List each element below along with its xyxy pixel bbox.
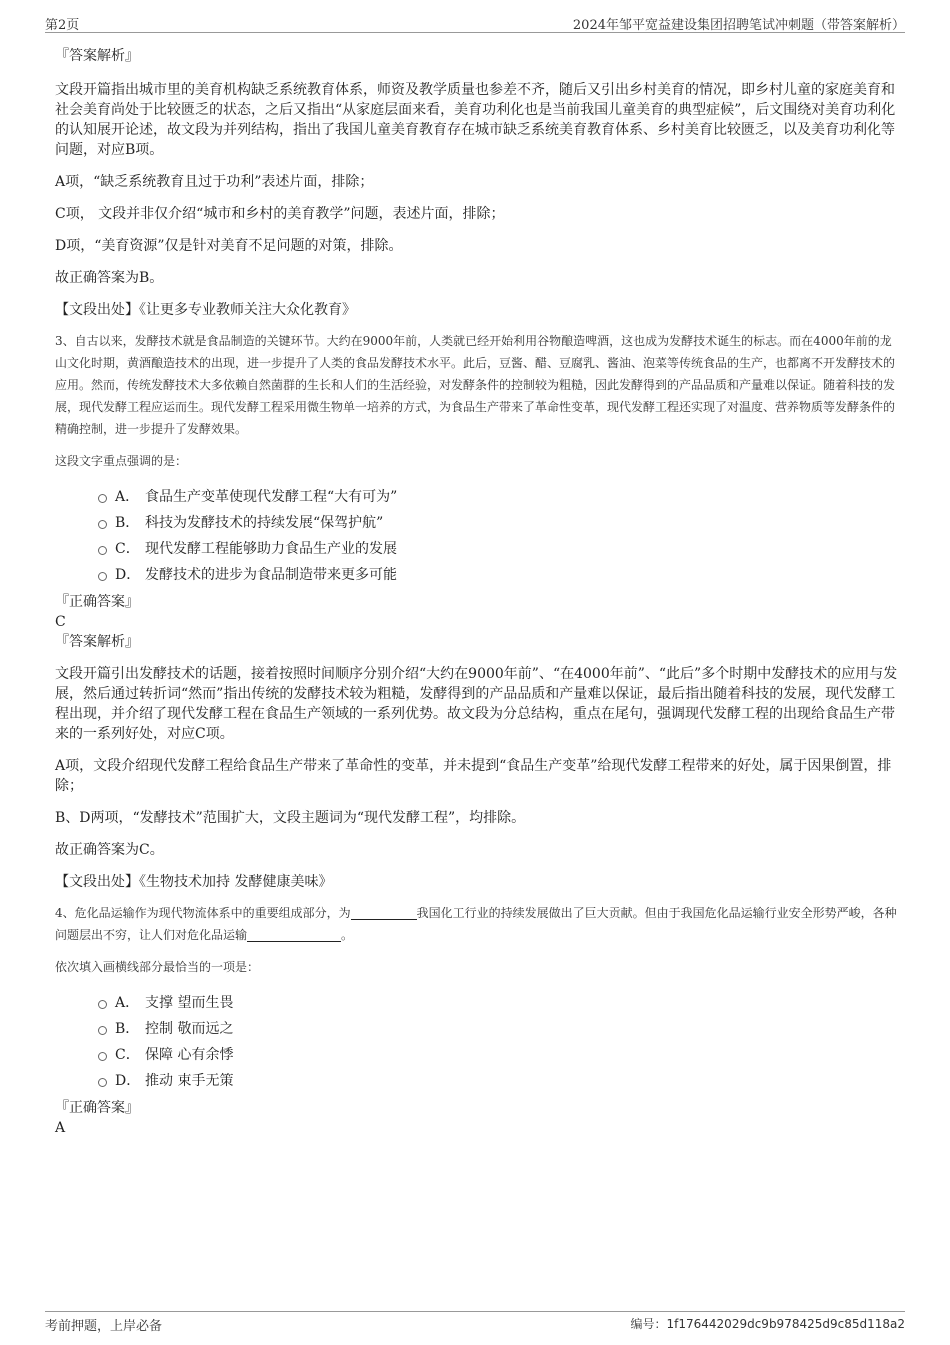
option-a[interactable] bbox=[55, 990, 900, 1016]
answer-analysis-label: 『答案解析』 bbox=[55, 634, 139, 650]
question-4-options bbox=[55, 990, 900, 1094]
radio-icon[interactable] bbox=[98, 572, 107, 581]
page-header bbox=[45, 12, 905, 33]
fill-blank-2 bbox=[247, 927, 341, 942]
radio-icon[interactable] bbox=[98, 520, 107, 529]
option-letter: A． bbox=[115, 995, 140, 1011]
question-4-prompt: 依次填入画横线部分最恰当的一项是： bbox=[55, 960, 260, 974]
option-letter: B． bbox=[115, 1021, 140, 1037]
radio-icon[interactable] bbox=[98, 494, 107, 503]
question-4-stem bbox=[55, 902, 900, 946]
option-letter: B． bbox=[115, 515, 140, 531]
option-text: 现代发酵工程能够助力食品生产业的发展 bbox=[145, 541, 397, 557]
option-d[interactable] bbox=[55, 562, 900, 588]
correct-answer: A bbox=[55, 1120, 66, 1136]
option-c[interactable] bbox=[55, 536, 900, 562]
stem-text: 4、危化品运输作为现代物流体系中的重要组成部分，为 bbox=[55, 906, 351, 920]
answer-analysis-text: 文段开篇引出发酵技术的话题，接着按照时间顺序分别介绍“大约在9000年前”、“在4000年前”、“此后”多个时期中发酵技术的应用与发展，然后通过转折词“然而”指出传统的发酵技术较为粗糙，发酵得到的产品品质和产量难以保证，最后指出随着科技的发展，现代发酵工程出现，并介绍了现代发酵工程在食品生产领域的一系列优势。故文段为分总结构，重点在尾句，强调现代发酵工程的出现给食品生产带来的一系列好处，对应C项。 bbox=[55, 666, 898, 742]
correct-answer-label: 『正确答案』 bbox=[55, 594, 139, 610]
radio-icon[interactable] bbox=[98, 1000, 107, 1009]
option-b[interactable] bbox=[55, 1016, 900, 1042]
analysis-option-bd: B、D两项，“发酵技术”范围扩大，文段主题词为“现代发酵工程”，均排除。 bbox=[55, 810, 526, 826]
option-letter: A． bbox=[115, 489, 140, 505]
code-label: 编号： bbox=[630, 1317, 667, 1331]
option-text: 食品生产变革使现代发酵工程“大有可为” bbox=[145, 489, 398, 505]
option-letter: D． bbox=[115, 1073, 141, 1089]
option-text: 保障 心有余悸 bbox=[145, 1047, 234, 1063]
document-title: 2024年邹平宽益建设集团招聘笔试冲刺题（带答案解析） bbox=[572, 18, 905, 33]
option-b[interactable] bbox=[55, 510, 900, 536]
analysis-option-a: A项，“缺乏系统教育且过于功利”表述片面，排除； bbox=[55, 174, 374, 190]
option-text: 科技为发酵技术的持续发展“保驾护航” bbox=[145, 515, 384, 531]
question-3-prompt: 这段文字重点强调的是： bbox=[55, 454, 188, 468]
answer-analysis-label: 『答案解析』 bbox=[55, 48, 139, 64]
correct-answer-label: 『正确答案』 bbox=[55, 1100, 139, 1116]
option-text: 控制 敬而远之 bbox=[145, 1021, 234, 1037]
option-letter: D． bbox=[115, 567, 141, 583]
option-letter: C． bbox=[115, 1047, 140, 1063]
footer-slogan: 考前押题，上岸必备 bbox=[45, 1319, 163, 1334]
analysis-conclusion: 故正确答案为B。 bbox=[55, 270, 164, 286]
radio-icon[interactable] bbox=[98, 1078, 107, 1087]
question-3-stem: 3、自古以来，发酵技术就是食品制造的关键环节。大约在9000年前，人类就已经开始利用谷物酿造啤酒，这也成为发酵技术诞生的标志。而在4000年前的龙山文化时期，黄酒酿造技术的出现，进一步提升了人类的食品发酵技术水平。此后，豆酱、醋、豆腐乳、酱油、泡菜等传统食品的生产，也都离不开发酵技术的应用。然而，传统发酵技术大多依赖自然菌群的生长和人们的生活经验，对发酵条件的控制较为粗糙，因此发酵得到的产品品质和产量难以保证。随着科技的发展，现代发酵工程应运而生。现代发酵工程采用微生物单一培养的方式，为食品生产带来了革命性变革，现代发酵工程还实现了对温度、营养物质等发酵条件的精确控制，进一步提升了发酵效果。 bbox=[55, 334, 896, 436]
analysis-option-d: D项，“美育资源”仅是针对美育不足问题的对策，排除。 bbox=[55, 238, 403, 254]
option-text: 推动 束手无策 bbox=[145, 1073, 234, 1089]
stem-text: 。 bbox=[341, 928, 354, 942]
passage-source: 【文段出处】《生物技术加持 发酵健康美味》 bbox=[55, 874, 333, 890]
document-body bbox=[55, 46, 900, 1138]
page-number: 第2页 bbox=[45, 18, 80, 33]
stem-text: 我国化工行业的持续发展做出了巨大贡献。但由于我国危化品运输行业安全形势严峻，各种问题层出不穷，让人们对危化品运输 bbox=[55, 906, 897, 942]
analysis-option-c: C项， 文段并非仅介绍“城市和乡村的美育教学”问题，表述片面，排除； bbox=[55, 206, 505, 222]
answer-analysis-text: 文段开篇指出城市里的美育机构缺乏系统教育体系，师资及教学质量也参差不齐，随后又引出乡村美育的情况，即乡村儿童的家庭美育和社会美育尚处于比较匮乏的状态，之后又指出“从家庭层面来看，美育功利化也是当前我国儿童美育的典型症候”，后文围绕对美育功利化的认知展开论述，故文段为并列结构，指出了我国儿童美育教育存在城市缺乏系统美育教育体系、乡村美育比较匮乏，以及美育功利化等问题，对应B项。 bbox=[55, 82, 896, 158]
option-letter: C． bbox=[115, 541, 140, 557]
option-d[interactable] bbox=[55, 1068, 900, 1094]
radio-icon[interactable] bbox=[98, 546, 107, 555]
correct-answer: C bbox=[55, 614, 66, 630]
option-a[interactable] bbox=[55, 484, 900, 510]
analysis-conclusion: 故正确答案为C。 bbox=[55, 842, 164, 858]
option-c[interactable] bbox=[55, 1042, 900, 1068]
document-code bbox=[631, 1315, 906, 1332]
analysis-option-a: A项，文段介绍现代发酵工程给食品生产带来了革命性的变革，并未提到“食品生产变革”给现代发酵工程带来的好处，属于因果倒置，排除； bbox=[55, 758, 892, 794]
passage-source: 【文段出处】《让更多专业教师关注大众化教育》 bbox=[55, 302, 356, 318]
question-3-options bbox=[55, 484, 900, 588]
page-footer bbox=[45, 1311, 905, 1332]
code-value: 1f176442029dc9b978425d9c85d118a2 bbox=[666, 1317, 905, 1331]
radio-icon[interactable] bbox=[98, 1052, 107, 1061]
option-text: 支撑 望而生畏 bbox=[145, 995, 234, 1011]
option-text: 发酵技术的进步为食品制造带来更多可能 bbox=[145, 567, 397, 583]
fill-blank-1 bbox=[351, 905, 417, 920]
radio-icon[interactable] bbox=[98, 1026, 107, 1035]
